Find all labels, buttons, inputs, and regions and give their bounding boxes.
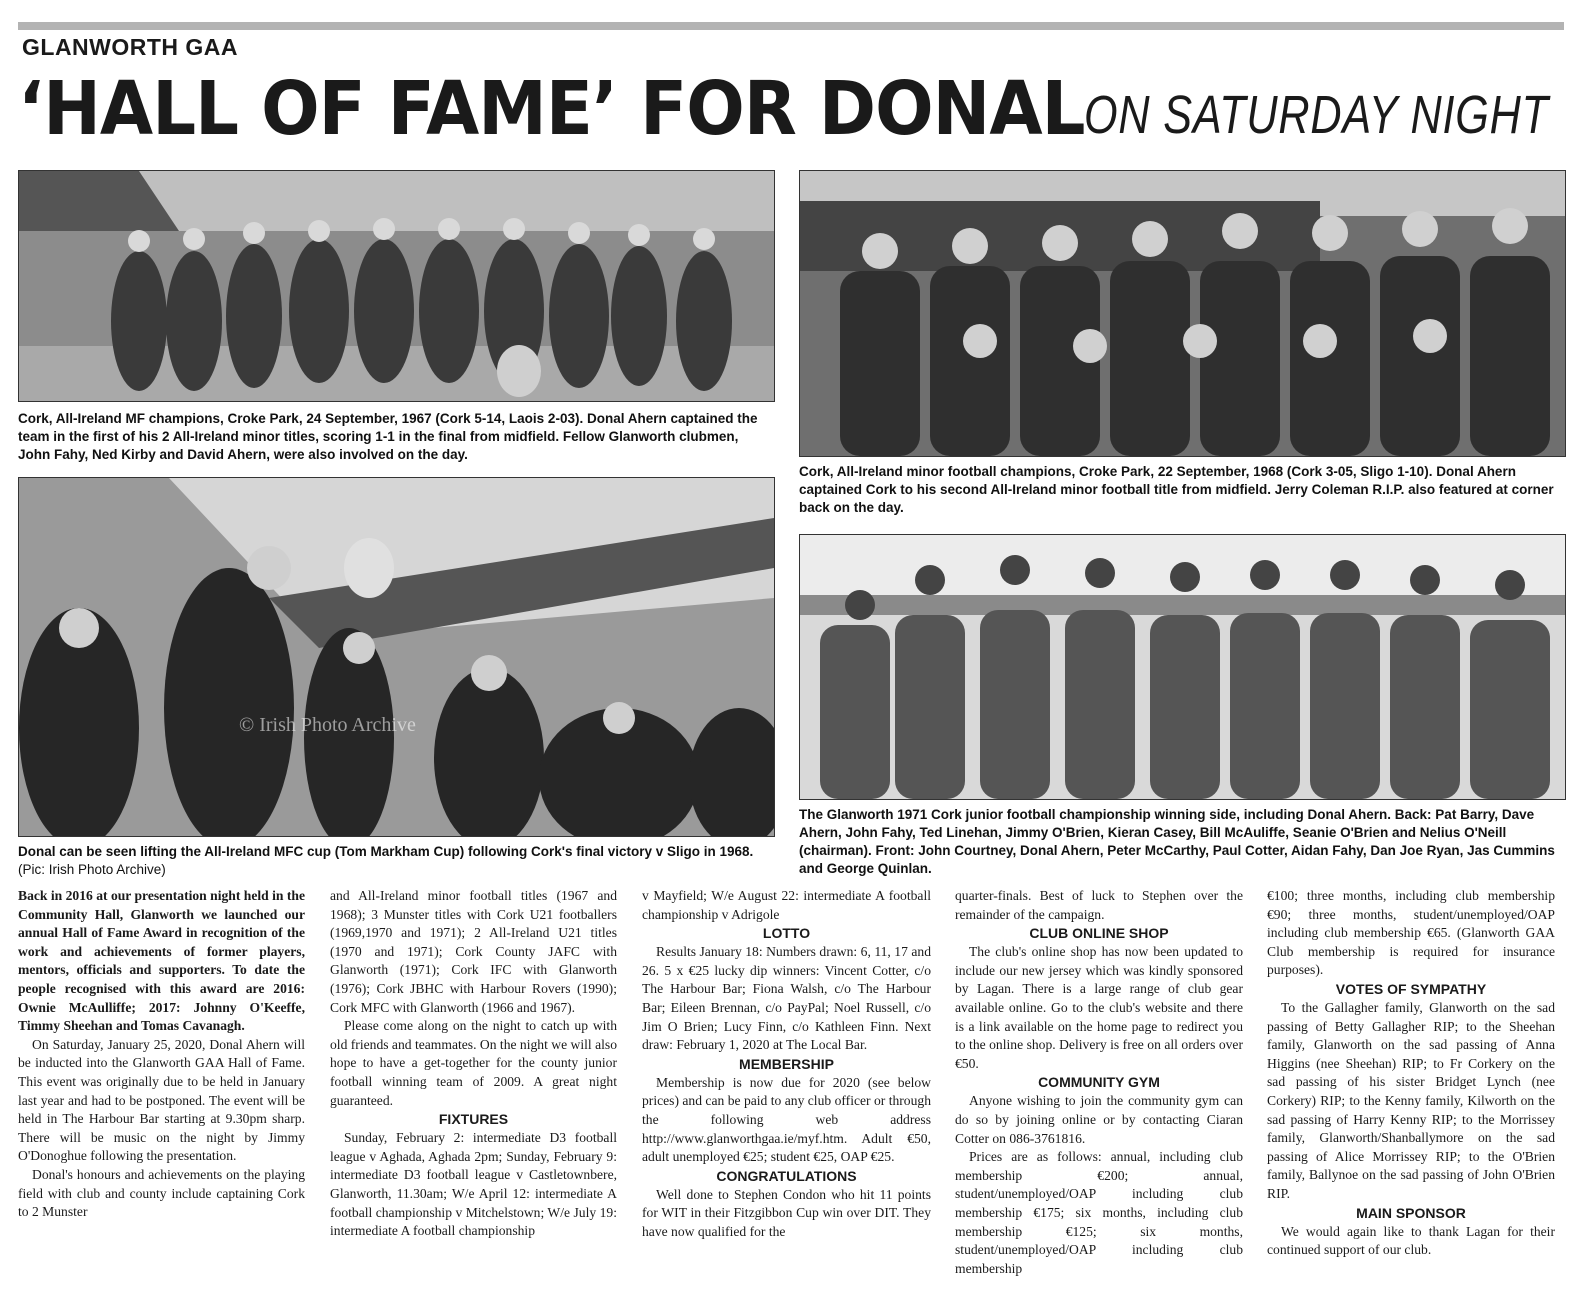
shop-text: The club's online shop has now been updated to include our new jersey which was kindly sponsored by Lagan. There is a large range of club gear available online. Go to the club's website and there is a link available on the home page to redirect you to the online shop. Delivery is free on all orders over €50.	[955, 944, 1243, 1071]
caption-cup-lift	[18, 843, 773, 879]
article-lead: Back in 2016 at our presentation night held in the Community Hall, Glanworth we launched our annual Hall of Fame Award in recognition of the work and achievements of former players, mentors, officials and supporters. To date the people recognised with this award are 2016: Ownie McAulliffe; 2017: Johnny O'Keeffe, Timmy Sheehan and Tomas Cavanagh.	[18, 888, 305, 1034]
gym-heading: COMMUNITY GYM	[1038, 1074, 1160, 1091]
caption-1971: The Glanworth 1971 Cork junior football championship winning side, including Donal Ahern. Back: Pat Barry, Dave Ahern, John Fahy, Ted Linehan, Jimmy O'Brien, Kieran Casey, Bill McAuliffe, Seanie O'Brien and Nelius O'Neill (chairman). Front: John Courtney, Donal Ahern, Peter McCarthy, Paul Cotter, Aidan Fahy, Dan Joe Ryan, Jas Cummins and George Quinlan.	[799, 807, 1555, 876]
shop-heading: CLUB ONLINE SHOP	[1029, 925, 1169, 942]
article-column-4	[955, 887, 1243, 1278]
article-paragraph: and All-Ireland minor football titles (1967 and 1968); 3 Munster titles with Cork U21 footballers (1969,1970 and 1971); 2 All-Ireland U21 titles (1970 and 1971); Cork County JAFC with Glanworth (1971); Cork IFC with Glanworth (1976); Cork JBHC with Harbour Rovers (1990); Cork MFC with Glanworth (1966 and 1967).	[330, 888, 617, 1015]
headline	[18, 64, 1549, 154]
article-column-5	[1267, 887, 1555, 1260]
article-column-2	[330, 887, 617, 1241]
congrats-heading: CONGRATULATIONS	[716, 1167, 857, 1184]
sponsor-heading: MAIN SPONSOR	[1356, 1204, 1466, 1221]
lotto-text: Results January 18: Numbers drawn: 6, 11, 17 and 26. 5 x €25 lucky dip winners: Vincent Cotter, c/o The Harbour Bar; Fiona Walsh, c/o The Harbour Bar; Eileen Brennan, c/o PayPal; Noel Russell, c/o Jim O Brien; Lucy Finn, c/o Kathleen Finn. Next draw: February 1, 2020 at The Local Bar.	[642, 944, 931, 1053]
lotto-heading: LOTTO	[762, 925, 811, 942]
article-paragraph: Please come along on the night to catch up with old friends and teammates. On the night we will also hope to have a get-together for the county junior football winning team of 2009. A great night guaranteed.	[330, 1018, 617, 1108]
sympathy-heading: VOTES OF SYMPATHY	[1335, 980, 1487, 997]
headline-sub: ON SATURDAY NIGHT	[1084, 85, 1549, 145]
congrats-text: Well done to Stephen Condon who hit 11 points for WIT in their Fitzgibbon Cup win over DIT. They have now qualified for the	[642, 1186, 931, 1239]
gym-prices-text: Prices are as follows: annual, including club membership €200; annual, student/unemployed/OAP including club membership €175; six months, including club membership €125; six months, student/unemployed/OAP including club membership	[955, 1149, 1243, 1276]
article-column-3	[642, 887, 931, 1242]
cup-lift-photo	[18, 477, 775, 837]
fixtures-heading: FIXTURES	[438, 1111, 509, 1128]
article-paragraph: v Mayfield; W/e August 22: intermediate A football championship v Adrigole	[642, 888, 931, 922]
article-paragraph: quarter-finals. Best of luck to Stephen over the remainder of the campaign.	[955, 888, 1243, 922]
section-label: GLANWORTH GAA	[22, 34, 239, 60]
team-photo-1968	[799, 170, 1566, 457]
team-photo-1971	[799, 534, 1566, 800]
membership-heading: MEMBERSHIP	[739, 1055, 834, 1072]
membership-text: Membership is now due for 2020 (see below prices) and can be paid to any club officer or through the following web address http://www.glanworthgaa.ie/myf.htm. Adult €50, adult unemployed €25; student €25, OAP €25.	[642, 1074, 931, 1165]
photo-watermark: © Irish Photo Archive	[239, 714, 416, 736]
headline-main: ‘HALL OF FAME’ FOR DONAL	[18, 66, 1085, 152]
sponsor-text: We would again like to thank Lagan for their continued support of our club.	[1267, 1223, 1555, 1258]
caption-cup-lift-text: Donal can be seen lifting the All-Ireland MFC cup (Tom Markham Cup) following Cork's final victory v Sligo in 1968.	[18, 844, 754, 859]
fixtures-text: Sunday, February 2: intermediate D3 football league v Aghada, Aghada 2pm; Sunday, February 9: intermediate D3 football league v Castletownbere, Glanworth, 11.30am; W/e April 12: intermediate A football championship v Mitchelstown; W/e July 19: intermediate A football championship	[330, 1130, 617, 1239]
caption-1968: Cork, All-Ireland minor football champions, Croke Park, 22 September, 1968 (Cork 3-05, Sligo 1-10). Donal Ahern captained Cork to his second All-Ireland minor football title from midfield. Jerry Coleman R.I.P. also featured at corner back on the day.	[799, 464, 1554, 515]
article-paragraph: €100; three months, including club membership €90; three months, student/unemployed/OAP including club membership €65. (Glanworth GAA Club membership is required for insurance purposes).	[1267, 888, 1555, 978]
gym-text: Anyone wishing to join the community gym can do so by joining online or by contacting Ciaran Cotter on 086-3761816.	[955, 1093, 1243, 1146]
caption-1967: Cork, All-Ireland MF champions, Croke Park, 24 September, 1967 (Cork 5-14, Laois 2-03). Donal Ahern captained the team in the first of his 2 All-Ireland minor titles, scoring 1-1 in the final from midfield. Fellow Glanworth clubmen, John Fahy, Ned Kirby and David Ahern, were also involved on the day.	[18, 411, 758, 462]
article-paragraph: Donal's honours and achievements on the playing field with club and county include captaining Cork to 2 Munster	[18, 1166, 305, 1220]
team-photo-1967	[18, 170, 775, 402]
article-column-1	[18, 887, 305, 1222]
photo-credit: (Pic: Irish Photo Archive)	[18, 862, 166, 877]
top-rule	[18, 22, 1564, 30]
sympathy-text: To the Gallagher family, Glanworth on the sad passing of Betty Gallagher RIP; to the Sheehan family, Glanworth on the sad passing of Anna Higgins (nee Sheehan) RIP; to Fr Corkery on the sad passing of his sister Bridget Lynch (nee Corkery) RIP; to the Kenny family, Kilworth on the sad passing of Harry Kenny RIP; to the Morrissey family, Glanworth/Shanballymore on the sad passing of Alice Morrissey RIP; to the O'Brien family, Ballynoe on the sad passing of John O'Brien RIP.	[1267, 999, 1555, 1201]
article-paragraph: On Saturday, January 25, 2020, Donal Ahern will be inducted into the Glanworth GAA Hall of Fame. This event was originally due to be held in January last year and had to be postponed. The event will be held in The Harbour Bar starting at 9.30pm sharp. There will be music on the night by Jimmy O'Donoghue following the presentation.	[18, 1036, 305, 1164]
